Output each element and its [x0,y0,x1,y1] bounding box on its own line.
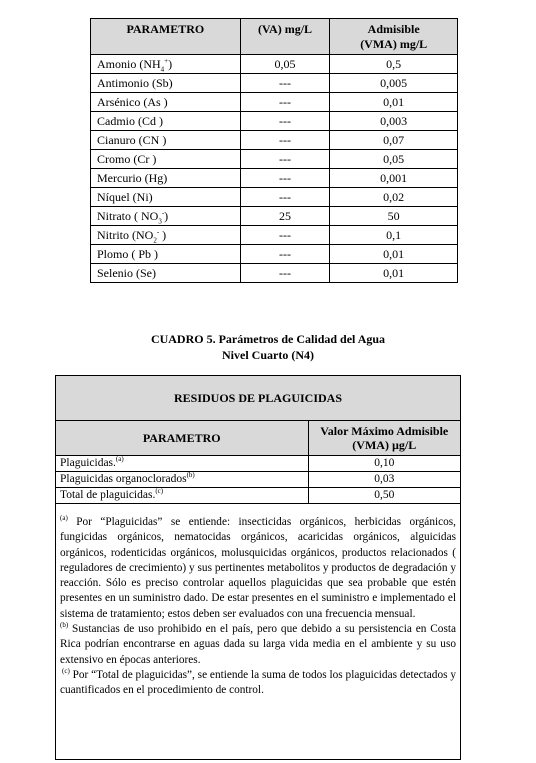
header-vma-line1: Admisible [367,22,420,36]
table-row [91,188,458,207]
vma-value-cell: 50 [330,207,458,226]
parameter-name-cell [91,169,241,188]
parameter-name: Selenio (Se) [97,266,156,280]
table-row [91,112,458,131]
va-value-cell: --- [240,93,330,112]
header-vma [330,19,458,55]
footnote-b [60,622,456,668]
pesticide-name: Plaguicidas. [60,457,116,469]
table-row [91,74,458,93]
pesticide-name-cell [56,456,308,472]
parameter-superscript: - [156,228,160,236]
parameter-name-cell [91,55,241,74]
parameter-name-cell [91,188,241,207]
vma-value-cell: 0,05 [330,150,458,169]
header-va: (VA) mg/L [240,19,330,55]
parameter-name-cell [91,245,241,264]
header-vma-line2: (VMA) mg/L [360,37,428,51]
parameter-name-cell [91,150,241,169]
table-header-row [91,19,458,55]
va-value-cell: 0,05 [240,55,330,74]
pesticide-name-cell [56,472,308,488]
vma-value-cell: 0,005 [330,74,458,93]
table-row [91,226,458,245]
pesticide-row [56,472,460,488]
parameter-name: Cadmio (Cd ) [97,114,163,128]
va-value-cell: --- [240,74,330,93]
parameter-name: Plomo ( Pb ) [97,247,159,261]
va-value-cell: --- [240,131,330,150]
vma-value-cell: 0,003 [330,112,458,131]
table-row [91,207,458,226]
vma-value-cell: 0,01 [330,264,458,283]
va-value-cell: --- [240,188,330,207]
va-value-cell: --- [240,245,330,264]
va-value-cell: --- [240,264,330,283]
parameter-name: Nitrito (NO [97,228,154,242]
vma-value-cell: 0,01 [330,245,458,264]
footnote-ref: (a) [115,455,124,464]
parameter-name-cell [91,131,241,150]
table-caption [0,331,536,363]
parameter-subscript: 3 [158,217,162,226]
footnotes [60,515,456,699]
footnote-a-mark: (a) [60,514,68,523]
parameter-name-cell [91,264,241,283]
footnote-b-mark: (b) [60,621,69,630]
pesticide-table [56,421,460,504]
caption-line-2: Nivel Cuarto (N4) [222,348,314,362]
pesticide-name: Plaguicidas organoclorados [60,473,187,485]
parameter-name: Níquel (Ni) [97,190,153,204]
pesticide-value-cell: 0,03 [308,472,460,488]
parameter-name-cell [91,207,241,226]
parameter-name-cell [91,112,241,131]
footnote-ref: (c) [155,487,164,496]
parameter-name-tail: ) [164,209,169,223]
pesticide-row [56,456,460,472]
pesticide-residues-title: RESIDUOS DE PLAGUICIDAS [56,376,460,421]
footnote-c-mark: (c) [62,667,70,676]
footnote-a [60,515,456,622]
footnote-b-text: Sustancias de uso prohibido en el país, pero que debido a su persistencia en Costa Rica podrían encontrarse en aguas dada su larga vida media en el ambiente y su uso extensivo en épocas anteriores. [60,623,456,666]
pesticide-header-vma-line2: (VMA) µg/L [352,438,417,452]
table-row [91,93,458,112]
parameter-name: Cianuro (CN ) [97,133,167,147]
footnote-c [60,668,456,699]
va-value-cell: --- [240,226,330,245]
parameter-name-cell [91,93,241,112]
pesticide-value-cell: 0,50 [308,488,460,504]
vma-value-cell: 0,001 [330,169,458,188]
parameter-name: Nitrato ( NO [97,209,159,223]
parameters-table [90,18,458,283]
footnote-ref: (b) [186,471,195,480]
parameter-name: Cromo (Cr ) [97,152,157,166]
table-row [91,131,458,150]
header-parametro: PARAMETRO [91,19,241,55]
parameter-name-tail: ) [168,57,173,71]
pesticide-name-cell [56,488,308,504]
pesticide-header-row [56,421,460,456]
parameter-subscript: 2 [153,236,157,245]
parameter-name: Antimonio (Sb) [97,76,173,90]
parameter-name-tail: ) [159,228,167,242]
parameter-name-cell [91,226,241,245]
parameter-name: Amonio (NH [97,57,161,71]
parameter-superscript: + [164,57,169,65]
parameter-name: Arsénico (As ) [97,95,168,109]
parameter-superscript: - [161,209,165,217]
va-value-cell: 25 [240,207,330,226]
vma-value-cell: 0,01 [330,93,458,112]
parameter-subscript: 4 [160,65,165,74]
pesticide-value-cell: 0,10 [308,456,460,472]
pesticide-row [56,488,460,504]
va-value-cell: --- [240,112,330,131]
vma-value-cell: 0,02 [330,188,458,207]
vma-value-cell: 0,5 [330,55,458,74]
pesticide-header-parametro: PARAMETRO [56,421,308,456]
table-row [91,150,458,169]
va-value-cell: --- [240,169,330,188]
vma-value-cell: 0,1 [330,226,458,245]
table-row [91,264,458,283]
table-row [91,169,458,188]
vma-value-cell: 0,07 [330,131,458,150]
va-value-cell: --- [240,150,330,169]
table-row [91,55,458,74]
footnote-a-text: Por “Plaguicidas” se entiende: insecticidas orgánicos, herbicidas orgánicos, fungicidas orgánicos, nematocidas orgánicos, acaricidas orgánicos, alguicidas orgánicos, rodenticidas orgánicos, molusquicidas orgánicos, productos relacionados ( reguladores de crecimiento) y sus pertinentes metabolitos y productos de degradación y reacción. Sólo es preciso controlar aquellos plaguicidas que sea probable que estén presentes en un suministro dado. De estar presentes en el suministro e implementado el sistema de tratamiento; estos deben ser evaluados con una frecuencia mensual. [60,516,456,620]
parameter-name: Mercurio (Hg) [97,171,168,185]
caption-line-1: CUADRO 5. Parámetros de Calidad del Agua [150,332,386,346]
table-row [91,245,458,264]
pesticide-residues-box [55,375,461,760]
pesticide-name: Total de plaguicidas. [60,489,156,501]
pesticide-header-vma-line1: Valor Máximo Admisible [320,424,449,438]
parameter-name-cell [91,74,241,93]
footnote-c-text: Por “Total de plaguicidas”, se entiende la suma de todos los plaguicidas detectados y cuantificados en el procedimiento de control. [60,668,456,697]
pesticide-header-vma [308,421,460,456]
